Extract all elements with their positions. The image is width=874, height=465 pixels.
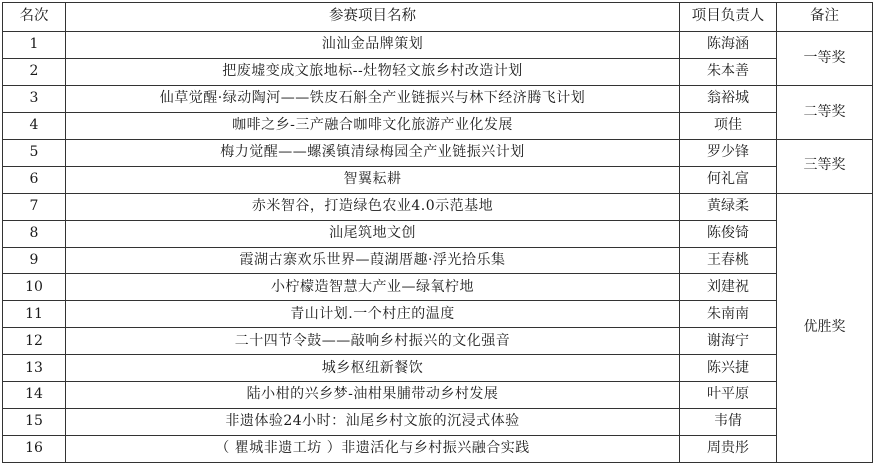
table-row (3, 328, 873, 355)
table-row (3, 220, 873, 247)
award-third-cell: 三等奖 (777, 139, 873, 193)
rank-cell: 1 (3, 32, 66, 59)
header-row (3, 3, 873, 32)
project-lead-cell: 黄绿柔 (680, 193, 777, 220)
project-name-cell: 小柠檬造智慧大产业—绿氧柠地 (66, 274, 680, 301)
rank-cell: 15 (3, 409, 66, 436)
rank-cell: 7 (3, 193, 66, 220)
project-name-cell: 智翼耘耕 (66, 166, 680, 193)
project-lead-cell: 王春桃 (680, 247, 777, 274)
table-row (3, 247, 873, 274)
project-name-cell: 汕汕金品牌策划 (66, 32, 680, 59)
project-lead-cell: 刘建祝 (680, 274, 777, 301)
rank-cell: 8 (3, 220, 66, 247)
award-second-cell: 二等奖 (777, 85, 873, 139)
table-row (3, 112, 873, 139)
project-name-cell: 非遗体验24小时：汕尾乡村文旅的沉浸式体验 (66, 409, 680, 436)
project-name-cell: 咖啡之乡-三产融合咖啡文化旅游产业化发展 (66, 112, 680, 139)
header-project-lead: 项目负责人 (680, 3, 777, 32)
project-name-cell: （ 瞿城非遗工坊 ）非遗活化与乡村振兴融合实践 (66, 436, 680, 463)
project-lead-cell: 翁裕城 (680, 85, 777, 112)
project-name-cell: 陆小柑的兴乡梦-油柑果脯带动乡村发展 (66, 382, 680, 409)
project-lead-cell: 陈海涵 (680, 32, 777, 59)
project-name-cell: 梅力觉醒——螺溪镇清绿梅园全产业链振兴计划 (66, 139, 680, 166)
rank-cell: 6 (3, 166, 66, 193)
award-merit-cell: 优胜奖 (777, 193, 873, 462)
results-table (2, 2, 873, 463)
table-row (3, 58, 873, 85)
table-row (3, 85, 873, 112)
project-lead-cell: 项佳 (680, 112, 777, 139)
rank-cell: 10 (3, 274, 66, 301)
rank-cell: 13 (3, 355, 66, 382)
project-name-cell: 汕尾筑地文创 (66, 220, 680, 247)
project-lead-cell: 谢海宁 (680, 328, 777, 355)
rank-cell: 5 (3, 139, 66, 166)
table-row (3, 436, 873, 463)
table-row (3, 166, 873, 193)
project-lead-cell: 陈兴捷 (680, 355, 777, 382)
rank-cell: 4 (3, 112, 66, 139)
rank-cell: 14 (3, 382, 66, 409)
rank-cell: 9 (3, 247, 66, 274)
table-row (3, 409, 873, 436)
table-row (3, 139, 873, 166)
rank-cell: 12 (3, 328, 66, 355)
project-name-cell: 城乡枢纽新餐饮 (66, 355, 680, 382)
table-row (3, 193, 873, 220)
table-body (3, 32, 873, 463)
header-remarks: 备注 (777, 3, 873, 32)
header-rank: 名次 (3, 3, 66, 32)
award-first-cell: 一等奖 (777, 32, 873, 86)
rank-cell: 16 (3, 436, 66, 463)
project-name-cell: 把废墟变成文旅地标--灶物轻文旅乡村改造计划 (66, 58, 680, 85)
project-lead-cell: 何礼富 (680, 166, 777, 193)
header-project-name: 参赛项目名称 (66, 3, 680, 32)
project-lead-cell: 韦倩 (680, 409, 777, 436)
rank-cell: 2 (3, 58, 66, 85)
project-name-cell: 霞湖古寨欢乐世界—葭湖厝趣·浮光拾乐集 (66, 247, 680, 274)
rank-cell: 3 (3, 85, 66, 112)
table-row (3, 301, 873, 328)
project-lead-cell: 朱南南 (680, 301, 777, 328)
project-name-cell: 赤米智谷，打造绿色农业4.0示范基地 (66, 193, 680, 220)
table-header (3, 3, 873, 32)
project-name-cell: 青山计划.一个村庄的温度 (66, 301, 680, 328)
project-lead-cell: 周贵彤 (680, 436, 777, 463)
table-row (3, 382, 873, 409)
project-lead-cell: 朱本善 (680, 58, 777, 85)
project-name-cell: 仙草觉醒·绿动陶河——铁皮石斛全产业链振兴与林下经济腾飞计划 (66, 85, 680, 112)
project-name-cell: 二十四节令鼓——敲响乡村振兴的文化强音 (66, 328, 680, 355)
project-lead-cell: 陈俊锜 (680, 220, 777, 247)
table-row (3, 274, 873, 301)
project-lead-cell: 罗少锋 (680, 139, 777, 166)
project-lead-cell: 叶平原 (680, 382, 777, 409)
table-row (3, 355, 873, 382)
rank-cell: 11 (3, 301, 66, 328)
table-row (3, 32, 873, 59)
